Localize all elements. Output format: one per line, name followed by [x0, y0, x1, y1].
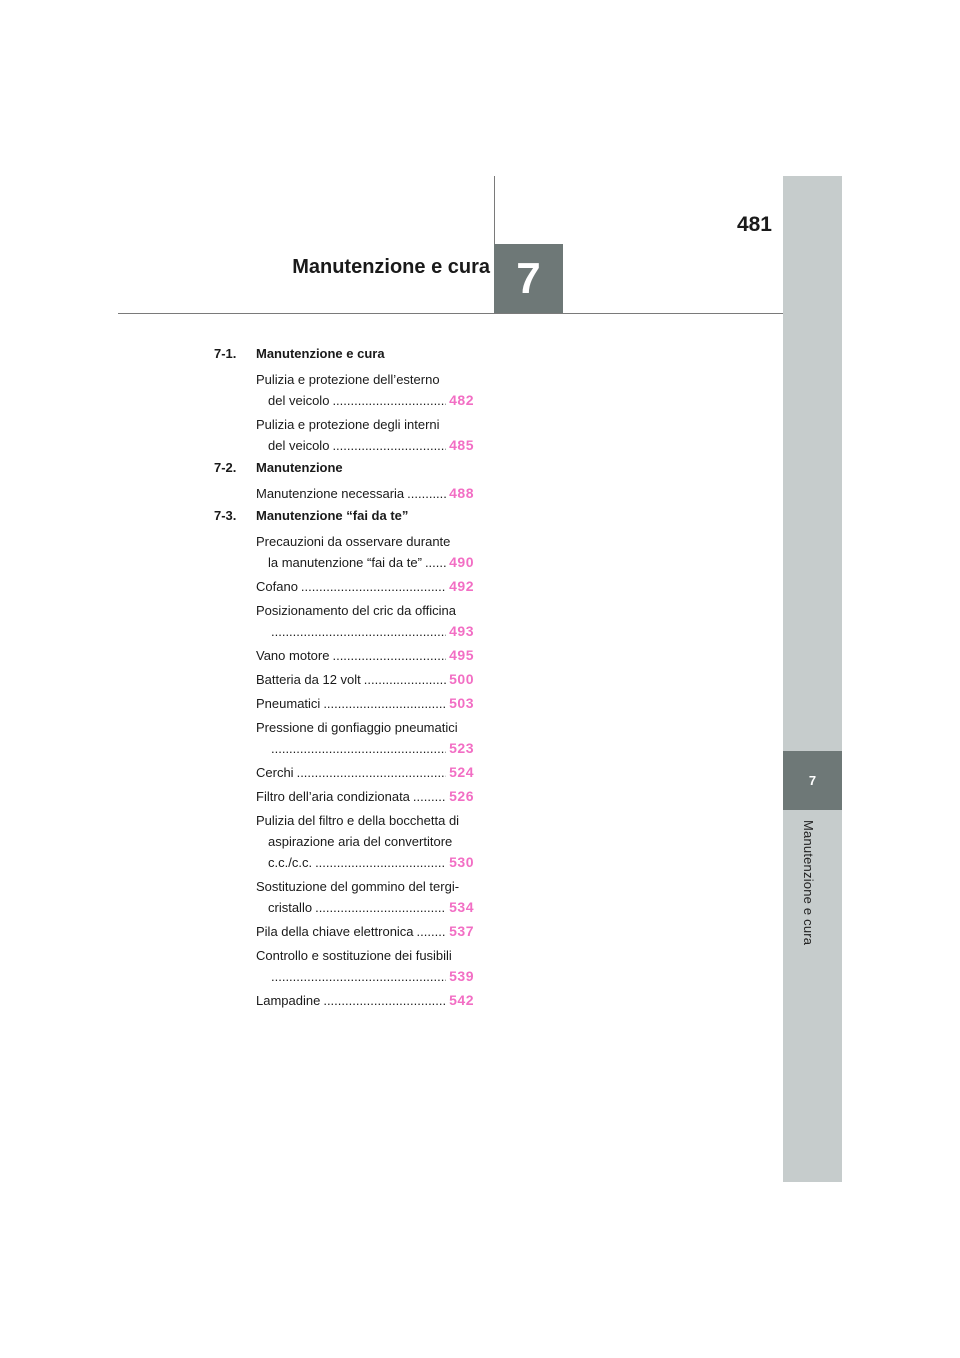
toc-entry-line	[256, 645, 474, 666]
dot-leader	[297, 762, 447, 783]
dot-leader	[315, 852, 446, 873]
toc-entry-text: del veicolo	[268, 393, 330, 408]
toc-entry-text: Pneumatici	[256, 696, 321, 711]
toc-entry-text: Pulizia e protezione degli interni	[256, 417, 440, 432]
toc-entry-line	[256, 576, 474, 597]
chapter-number-box: 7	[494, 244, 563, 313]
page-link[interactable]: 537	[449, 923, 474, 939]
toc-entry-line	[256, 966, 474, 987]
toc-section-heading	[214, 345, 474, 369]
toc-entry-text: aspirazione aria del convertitore	[268, 834, 453, 849]
dot-leader	[271, 738, 446, 759]
toc-entry[interactable]	[214, 483, 474, 507]
page-link[interactable]: 490	[449, 554, 474, 570]
toc-entry-line	[256, 738, 474, 759]
dot-leader	[425, 552, 446, 573]
page-link[interactable]: 500	[449, 671, 474, 687]
toc-entry-text: Controllo e sostituzione dei fusibili	[256, 948, 452, 963]
toc-entry-line	[256, 831, 474, 852]
toc-entry[interactable]	[214, 414, 474, 459]
toc-entry-text: Posizionamento del cric da officina	[256, 603, 456, 618]
toc-entry-line	[256, 435, 474, 456]
dot-leader	[413, 786, 446, 807]
page-link[interactable]: 526	[449, 788, 474, 804]
toc-entry-line	[256, 786, 474, 807]
toc-entry-line	[256, 897, 474, 918]
toc-entry-line	[256, 921, 474, 942]
dot-leader	[301, 576, 446, 597]
toc-entry[interactable]	[214, 576, 474, 600]
toc-entry[interactable]	[214, 693, 474, 717]
toc-section-heading	[214, 507, 474, 531]
chapter-title: Manutenzione e cura	[292, 256, 490, 278]
header-rule	[118, 313, 783, 314]
side-tab-label: Manutenzione e cura	[801, 820, 816, 946]
toc-entry[interactable]	[214, 762, 474, 786]
toc-entry-line	[256, 414, 474, 435]
toc-section-heading	[214, 459, 474, 483]
toc-entry[interactable]	[214, 717, 474, 762]
page-link[interactable]: 495	[449, 647, 474, 663]
page-number: 481	[736, 213, 772, 236]
toc-entry-line	[256, 762, 474, 783]
toc-entry-line	[256, 621, 474, 642]
toc-entry-line	[256, 483, 474, 504]
page-link[interactable]: 542	[449, 992, 474, 1008]
page-link[interactable]: 488	[449, 485, 474, 501]
dot-leader	[332, 435, 446, 456]
toc-entry-line	[256, 945, 474, 966]
toc-entry-line	[256, 369, 474, 390]
page-link[interactable]: 530	[449, 854, 474, 870]
page-link[interactable]: 524	[449, 764, 474, 780]
toc-entry-text: Pila della chiave elettronica	[256, 924, 414, 939]
toc-entry-text: Batteria da 12 volt	[256, 672, 361, 687]
page-link[interactable]: 492	[449, 578, 474, 594]
toc-entry-text: la manutenzione “fai da te”	[268, 555, 422, 570]
section-title: Manutenzione	[256, 460, 343, 475]
toc-entry-text: Lampadine	[256, 993, 321, 1008]
toc-entry[interactable]	[214, 990, 474, 1014]
section-number: 7-2.	[214, 460, 237, 475]
toc-entry-text: Manutenzione necessaria	[256, 486, 405, 501]
toc-entry-text: c.c./c.c.	[268, 855, 313, 870]
dot-leader	[323, 693, 446, 714]
toc-entry[interactable]	[214, 600, 474, 645]
toc-entry-line	[256, 810, 474, 831]
toc-entry[interactable]	[214, 810, 474, 876]
table-of-contents	[214, 345, 474, 1014]
dot-leader	[417, 921, 447, 942]
toc-entry-text: Pressione di gonfiaggio pneumatici	[256, 720, 458, 735]
toc-entry-text: Pulizia e protezione dell’esterno	[256, 372, 440, 387]
toc-entry[interactable]	[214, 645, 474, 669]
toc-entry[interactable]	[214, 786, 474, 810]
toc-entry-line	[256, 876, 474, 897]
dot-leader	[332, 390, 446, 411]
page-link[interactable]: 534	[449, 899, 474, 915]
section-number: 7-1.	[214, 346, 237, 361]
dot-leader	[271, 966, 446, 987]
section-number: 7-3.	[214, 508, 237, 523]
toc-entry-line	[256, 669, 474, 690]
toc-entry[interactable]	[214, 669, 474, 693]
side-tab-number[interactable]: 7	[783, 751, 842, 810]
toc-entry-line	[256, 990, 474, 1011]
toc-entry-line	[256, 693, 474, 714]
toc-entry-line	[256, 552, 474, 573]
page-link[interactable]: 485	[449, 437, 474, 453]
dot-leader	[364, 669, 446, 690]
toc-entry[interactable]	[214, 876, 474, 921]
page-link[interactable]: 523	[449, 740, 474, 756]
toc-entry[interactable]	[214, 369, 474, 414]
dot-leader	[332, 645, 446, 666]
toc-entry-line	[256, 390, 474, 411]
toc-entry-line	[256, 717, 474, 738]
toc-entry[interactable]	[214, 921, 474, 945]
toc-entry-text: Cerchi	[256, 765, 294, 780]
toc-entry-text: Precauzioni da osservare durante	[256, 534, 451, 549]
vertical-rule	[494, 176, 495, 244]
toc-entry-text: del veicolo	[268, 438, 330, 453]
page-link[interactable]: 482	[449, 392, 474, 408]
section-title: Manutenzione “fai da te”	[256, 508, 409, 523]
toc-entry-text: Sostituzione del gommino del tergi-	[256, 879, 460, 894]
side-strip	[783, 176, 842, 1182]
toc-entry-line	[256, 531, 474, 552]
page-link[interactable]: 503	[449, 695, 474, 711]
toc-entry[interactable]	[214, 531, 474, 576]
toc-entry-text: Filtro dell’aria condizionata	[256, 789, 410, 804]
toc-entry-line	[256, 600, 474, 621]
toc-entry[interactable]	[214, 945, 474, 990]
toc-entry-text: Pulizia del filtro e della bocchetta di	[256, 813, 460, 828]
toc-entry-text: cristallo	[268, 900, 313, 915]
dot-leader	[315, 897, 446, 918]
toc-entry-text: Cofano	[256, 579, 298, 594]
dot-leader	[271, 621, 446, 642]
page-link[interactable]: 493	[449, 623, 474, 639]
section-title: Manutenzione e cura	[256, 346, 385, 361]
toc-entry-line	[256, 852, 474, 873]
dot-leader	[407, 483, 446, 504]
toc-entry-text: Vano motore	[256, 648, 330, 663]
page-link[interactable]: 539	[449, 968, 474, 984]
dot-leader	[323, 990, 446, 1011]
